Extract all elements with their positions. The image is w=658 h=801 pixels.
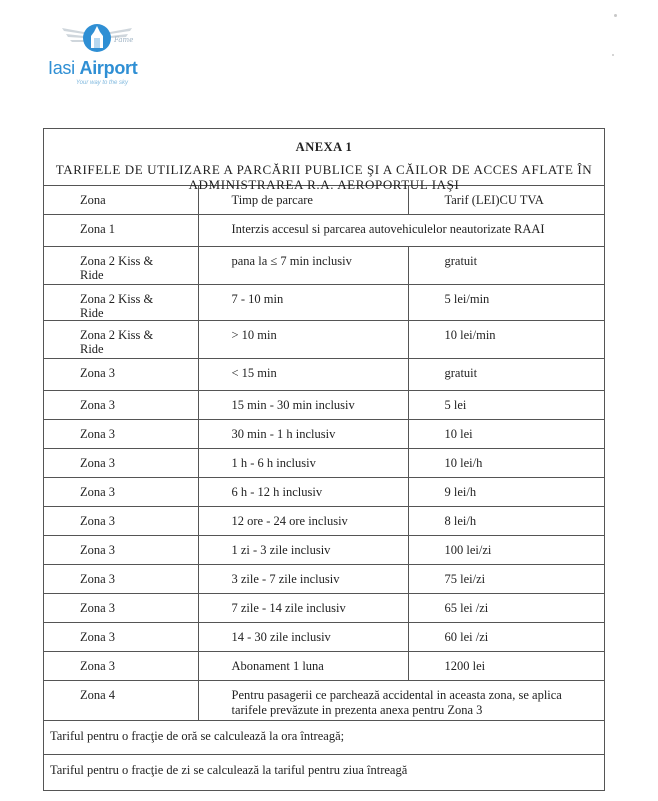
- zona-cell: Zona 1: [44, 214, 198, 246]
- timp-cell: Abonament 1 luna: [198, 651, 408, 680]
- tarif-cell: 60 lei /zi: [408, 622, 604, 651]
- timp-cell: < 15 min: [198, 358, 408, 390]
- logo-tagline: Your way to the sky: [76, 80, 129, 86]
- zona-cell: Zona 3: [44, 477, 198, 506]
- table-row: [44, 593, 604, 622]
- tarif-cell: 65 lei /zi: [408, 593, 604, 622]
- note-zi: Tariful pentru o fracţie de zi se calculează la tariful pentru ziua întreagă: [44, 755, 604, 791]
- table-row: [44, 246, 604, 284]
- anexa-title: ANEXA 1: [295, 140, 353, 154]
- zona-cell: Zona 3: [44, 564, 198, 593]
- tariff-table: [44, 186, 604, 721]
- zona-cell: Zona 3: [44, 358, 198, 390]
- timp-cell: 6 h - 12 h inclusiv: [198, 477, 408, 506]
- table-row-zona1: [44, 214, 604, 246]
- zona-cell: Zona 3: [44, 506, 198, 535]
- timp-cell: 14 - 30 zile inclusiv: [198, 622, 408, 651]
- timp-cell: 12 ore - 24 ore inclusiv: [198, 506, 408, 535]
- table-row: [44, 448, 604, 477]
- anexa-header: [44, 129, 604, 192]
- table-row: [44, 390, 604, 419]
- logo-name-light: Iasi: [48, 58, 75, 78]
- table-row: [44, 564, 604, 593]
- timp-cell: 3 zile - 7 zile inclusiv: [198, 564, 408, 593]
- note-ora: Tariful pentru o fracţie de oră se calculează la ora întreagă;: [44, 721, 604, 755]
- header-tarif: Tarif (LEI)CU TVA: [408, 186, 604, 214]
- tarif-cell: 10 lei/h: [408, 448, 604, 477]
- zona-cell: Zona 2 Kiss & Ride: [44, 320, 198, 358]
- tarif-cell: 10 lei/min: [408, 320, 604, 358]
- table-row: [44, 419, 604, 448]
- zona4-description: Pentru pasagerii ce parchează accidental in aceasta zona, se aplica tarifele prevăzute in prezenta anexa pentru Zona 3: [198, 680, 604, 720]
- timp-cell: pana la ≤ 7 min inclusiv: [198, 246, 408, 284]
- timp-cell: 1 h - 6 h inclusiv: [198, 448, 408, 477]
- timp-cell: 7 zile - 14 zile inclusiv: [198, 593, 408, 622]
- airport-emblem-icon: [46, 18, 156, 58]
- zona1-description: Interzis accesul si parcarea autovehiculelor neautorizate RAAI: [198, 214, 604, 246]
- iasi-airport-logo: [46, 18, 156, 90]
- zona-cell: Zona 4: [44, 680, 198, 720]
- table-row: [44, 320, 604, 358]
- table-row-zona4: [44, 680, 604, 720]
- anexa-subtitle: TARIFELE DE UTILIZARE A PARCĂRII PUBLICE ŞI A CĂILOR DE ACCES AFLATE ÎN ADMINISTRAREA R.A. AEROPORTUL IAŞI: [55, 162, 593, 192]
- scan-speck: [612, 54, 614, 56]
- table-row: [44, 358, 604, 390]
- zona-cell: Zona 2 Kiss & Ride: [44, 284, 198, 320]
- header-zona: Zona: [44, 186, 198, 214]
- table-row: [44, 477, 604, 506]
- table-row: [44, 284, 604, 320]
- tarif-cell: 8 lei/h: [408, 506, 604, 535]
- tarif-cell: 75 lei/zi: [408, 564, 604, 593]
- zona-cell: Zona 3: [44, 448, 198, 477]
- tarif-cell: 5 lei: [408, 390, 604, 419]
- logo-wordmark: [48, 58, 137, 79]
- table-row: [44, 651, 604, 680]
- tarif-cell: 5 lei/min: [408, 284, 604, 320]
- zona-cell: Zona 3: [44, 419, 198, 448]
- zona-cell: Zona 3: [44, 651, 198, 680]
- tarif-cell: gratuit: [408, 246, 604, 284]
- notes-section: [44, 721, 604, 791]
- zona-cell: Zona 2 Kiss & Ride: [44, 246, 198, 284]
- zona-cell: Zona 3: [44, 390, 198, 419]
- zona-cell: Zona 3: [44, 593, 198, 622]
- timp-cell: 15 min - 30 min inclusiv: [198, 390, 408, 419]
- timp-cell: 1 zi - 3 zile inclusiv: [198, 535, 408, 564]
- logo-name-bold: Airport: [79, 58, 138, 78]
- svg-text:Fame: Fame: [114, 36, 134, 44]
- table-row: [44, 506, 604, 535]
- timp-cell: 30 min - 1 h inclusiv: [198, 419, 408, 448]
- header-timp: Timp de parcare: [198, 186, 408, 214]
- table-row: [44, 622, 604, 651]
- zona-cell: Zona 3: [44, 535, 198, 564]
- tariff-document: [43, 128, 605, 791]
- tarif-cell: gratuit: [408, 358, 604, 390]
- tarif-cell: 9 lei/h: [408, 477, 604, 506]
- tarif-cell: 10 lei: [408, 419, 604, 448]
- timp-cell: 7 - 10 min: [198, 284, 408, 320]
- tarif-cell: 100 lei/zi: [408, 535, 604, 564]
- table-row: [44, 535, 604, 564]
- tarif-cell: 1200 lei: [408, 651, 604, 680]
- zona-cell: Zona 3: [44, 622, 198, 651]
- scan-speck: [614, 14, 617, 17]
- timp-cell: > 10 min: [198, 320, 408, 358]
